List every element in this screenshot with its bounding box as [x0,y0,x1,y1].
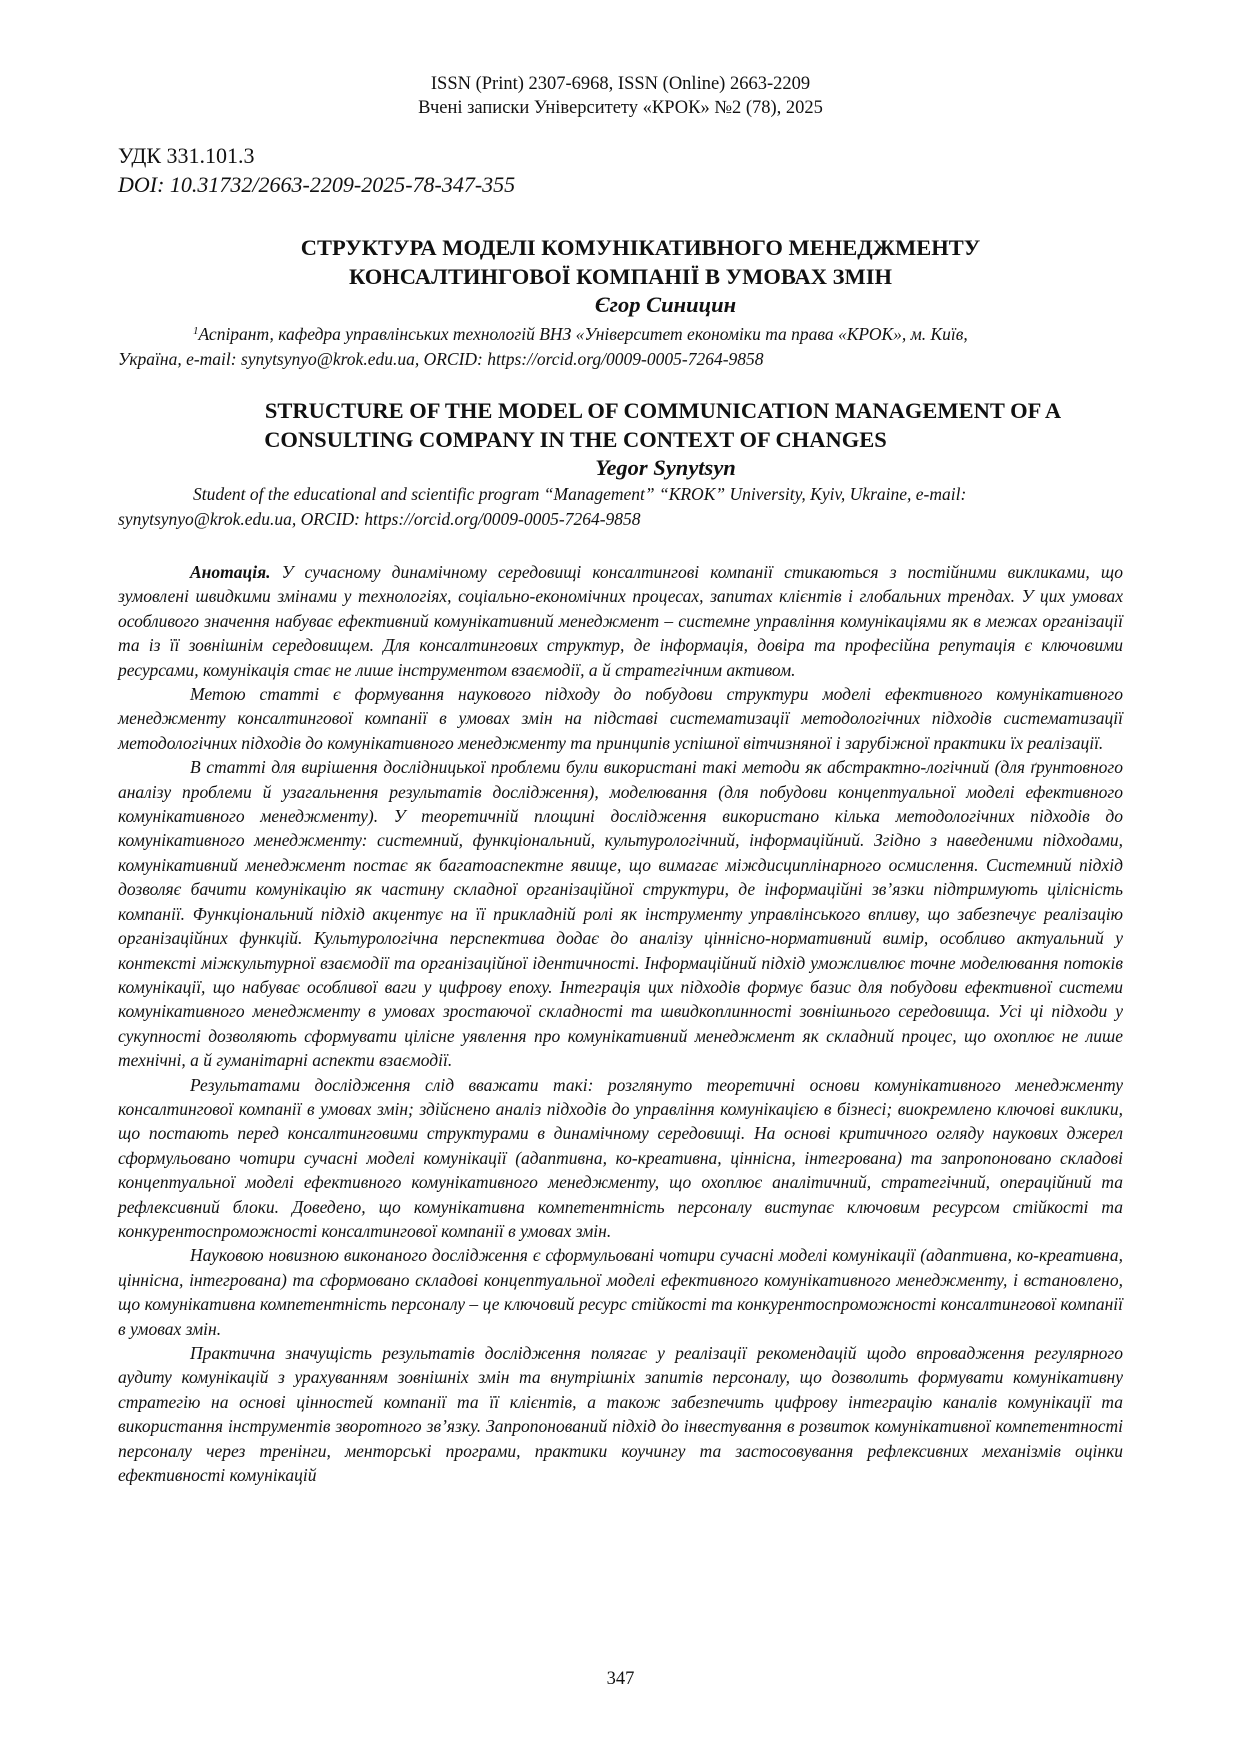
ua-title-line-1: СТРУКТУРА МОДЕЛІ КОМУНІКАТИВНОГО МЕНЕДЖМЕНТУ [300,235,981,260]
udk-code: УДК 331.101.3 [118,143,255,168]
ua-title-line-2: КОНСАЛТИНГОВОЇ КОМПАНІЇ В УМОВАХ ЗМІН [349,264,892,289]
affil-superscript: 1 [193,325,199,337]
issn-line: ISSN (Print) 2307-6968, ISSN (Online) 2663-2209 [430,74,811,94]
en-title-line-1: STRUCTURE OF THE MODEL OF COMMUNICATION MANAGEMENT OF A [264,398,1062,423]
abstract-paragraph: Метою статті є формування наукового підходу до побудови структури моделі ефективного комунікативного менеджменту консалтингової компанії в умовах змін на підставі систематизації методологічних підходів систематизації методологічних підходів до комунікативного менеджменту та принципів успішної вітчизняної і зарубіжної практики їх реалізації. [118,684,1123,753]
en-title-block [118,396,1123,532]
abstract-paragraph: В статті для вирішення дослідницької проблеми були використані такі методи як абстрактно-логічний (для ґрунтовного аналізу проблеми й узагальнення результатів дослідження), моделювання (для побудови концептуальної моделі ефективного комунікативного менеджменту). У теоретичній площині дослідження використано кілька методологічних підходів до комунікативного менеджменту: системний, функціональний, культурологічний, інформаційний. Згідно з наведеними підходами, комунікативний менеджмент постає як багатоаспектне явище, що вимагає міждисциплінарного осмислення. Системний підхід дозволяє бачити комунікацію як частину складної організаційної структури, де інформаційні зв’язки підтримують цілісність компанії. Функціональний підхід акцентує на її прикладній ролі як інструменту управлінського впливу, що забезпечує реалізацію організаційних функцій. Культурологічна перспектива додає до аналізу ціннісно-нормативний вимір, особливо актуальний у контексті міжкультурної взаємодії та організаційної ідентичності. Інформаційний підхід уможливлює точне моделювання потоків комунікації, що набуває особливої ваги у цифрову епоху. Інтеграція цих підходів формує базис для побудови ефективної системи комунікативного менеджменту в умовах зростаючої складності та швидкоплинності зовнішнього середовища. Усі ці підходи у сукупності дозволяють сформувати цілісне уявлення про комунікативний менеджмент як складний процес, що охоплює не лише технічні, а й гуманітарні аспекти взаємодії. [118,757,1123,1071]
ua-affil-line-2: Україна, e-mail: synytsynyo@krok.edu.ua, ORCID: https://orcid.org/0009-0005-7264-9858 [118,349,764,369]
ua-author: Єгор Синицин [594,292,737,317]
abstract-paragraph: Практична значущість результатів дослідження полягає у реалізації рекомендацій щодо впровадження регулярного аудиту комунікацій з урахуванням зовнішніх змін та внутрішніх запитів персоналу, що дозволить формувати комунікативну стратегію на основі цінностей компанії та її клієнтів, а також забезпечить цифрову інтеграцію каналів комунікації та використання інструментів зворотного зв’язку. Запропонований підхід до інвестування в розвиток комунікативної компетентності персоналу через тренінги, менторські програми, практики коучингу та застосовування рефлексивних механізмів оцінки ефективності комунікацій [118,1343,1123,1486]
abstract-paragraph [118,560,1123,682]
journal-line: Вчені записки Університету «КРОК» №2 (78), 2025 [418,98,823,118]
paper-page [118,0,1123,1755]
abstract-paragraph: Результатами дослідження слід вважати такі: розглянуто теоретичні основи комунікативного менеджменту консалтингової компанії в умовах змін; здійснено аналіз підходів до управління комунікацією в бізнесі; виокремлено ключові виклики, що постають перед консалтинговими структурами в динамічному середовищі. На основі критичного огляду наукових джерел сформульовано чотири сучасні моделі комунікації (адаптивна, ко-креативна, ціннісна, інтегрована) та запропоновано складові концептуальної моделі ефективного комунікативного менеджменту, що охоплює аналітичний, стратегічний, операційний та рефлексивний блоки. Доведено, що комунікативна компетентність персоналу виступає ключовим ресурсом стійкості та конкурентоспроможності консалтингової компанії в умовах змін. [118,1074,1123,1241]
abstract-text: У сучасному динамічному середовищі консалтингові компанії стикаються з постійними викликами, що зумовлені швидкими змінами у технологіях, соціально-економічних процесах, запитах клієнтів і глобальних трендах. У цих умовах особливого значення набуває ефективний комунікативний менеджмент – системне управління комунікаціями як в межах організації та із її зовнішнім середовищем. Для консалтингових структур, де інформація, довіра та професійна репутація є ключовими ресурсами, комунікація стає не лише інструментом взаємодії, а й стратегічним активом. [118,562,1123,680]
doi: DOI: 10.31732/2663-2209-2025-78-347-355 [118,172,516,197]
en-affiliation [118,482,1123,532]
en-affil-line-2: synytsynyo@krok.edu.ua, ORCID: https://orcid.org/0009-0005-7264-9858 [118,509,641,529]
abstract-label: Анотація. [190,562,271,582]
en-title-line-2: CONSULTING COMPANY IN THE CONTEXT OF CHANGES [264,427,887,452]
en-author: Yegor Synytsyn [595,455,736,480]
ua-affil-line-1: Аспірант, кафедра управлінських технологій ВНЗ «Університет економіки та права «КРОК», м. Київ, [198,324,968,344]
journal-header [118,72,1123,120]
ua-title-block [118,233,1123,372]
abstract [118,560,1123,1487]
en-affil-line-1: Student of the educational and scientific program “Management” “KROK” University, Kyiv, Ukraine, e-mail: [193,484,967,504]
ua-affiliation [118,319,1123,372]
abstract-paragraph: Науковою новизною виконаного дослідження є сформульовані чотири сучасні моделі комунікації (адаптивна, ко-креативна, ціннісна, інтегрована) та сформовано складові концептуальної моделі ефективного комунікативного менеджменту, і встановлено, що комунікативна компетентність персоналу – це ключовий ресурс стійкості та конкурентоспроможності консалтингової компанії в умовах змін. [118,1245,1123,1339]
page-number: 347 [606,1669,635,1689]
